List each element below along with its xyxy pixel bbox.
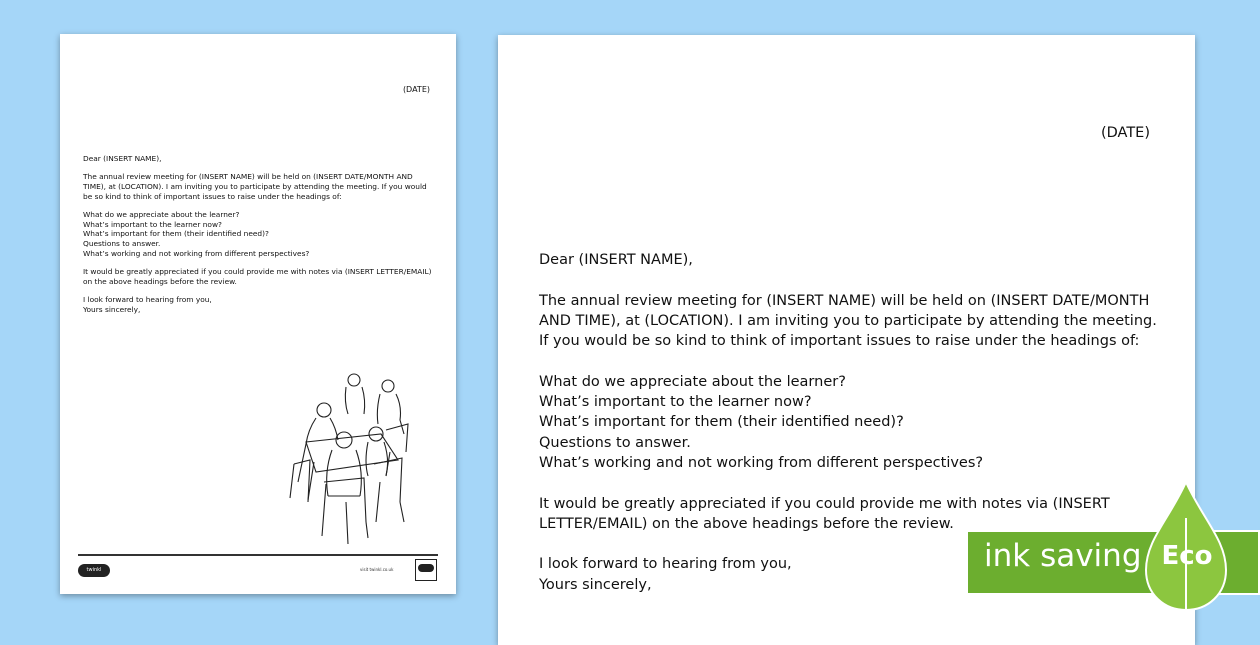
letter-thumbnail-page [60, 34, 456, 594]
letter-line: AND TIME), at (LOCATION). I am inviting you to participate by attending the meeting. [539, 312, 1157, 329]
thumbnail-date: (DATE) [402, 85, 430, 94]
letter-date: (DATE) [1100, 125, 1150, 141]
letter-closing-line: I look forward to hearing from you, [539, 556, 792, 573]
letter-question: What’s important for them (their identified need)? [539, 414, 904, 431]
thumbnail-question: Questions to answer. [83, 239, 161, 249]
thumbnail-question: What’s important to the learner now? [83, 219, 222, 229]
thumbnail-paragraph-1: The annual review meeting for (INSERT NAME) will be held on (INSERT DATE/MONTH AND TIME), at (LOCATION). I am inviting you to participate by attending the meeting. If you would be so kind to think of important issues to raise under the headings of: [83, 171, 427, 201]
thumbnail-greeting: Dear (INSERT NAME), [83, 154, 162, 163]
letter-line: It would be greatly appreciated if you could provide me with notes via (INSERT [539, 495, 1110, 512]
thumbnail-closing-line: I look forward to hearing from you, [83, 294, 212, 304]
letter-question: What do we appreciate about the learner? [539, 373, 846, 390]
letter-closing-line: Yours sincerely, [539, 576, 652, 593]
thumbnail-question: What’s important for them (their identified need)? [83, 229, 269, 239]
meeting-illustration [286, 372, 412, 546]
letter-question: Questions to answer. [539, 434, 691, 451]
thumbnail-question: What do we appreciate about the learner? [83, 209, 240, 219]
thumbnail-footer-divider [78, 554, 438, 556]
letter-line: LETTER/EMAIL) on the above headings before the review. [539, 515, 954, 532]
letter-question: What’s important to the learner now? [539, 394, 812, 411]
letter-line: The annual review meeting for (INSERT NAME) will be held on (INSERT DATE/MONTH [539, 292, 1150, 309]
certification-badge-icon [415, 559, 437, 581]
thumbnail-question: What’s working and not working from different perspectives? [83, 249, 310, 259]
thumbnail-questions [83, 210, 433, 260]
twinkl-logo-icon: twinkl [78, 564, 110, 577]
thumbnail-paragraph-2: It would be greatly appreciated if you could provide me with notes via (INSERT LETTER/EMAIL) on the above headings before the review. [83, 267, 432, 287]
eco-drop-label: Eco [1161, 541, 1213, 571]
letter-questions [539, 372, 1159, 473]
ink-saving-label: ink saving [984, 538, 1142, 574]
thumbnail-closing-line: Yours sincerely, [83, 304, 141, 314]
letter-paragraph-2 [539, 494, 1159, 535]
letter-greeting: Dear (INSERT NAME), [539, 252, 693, 268]
letter-paragraph-1 [539, 291, 1159, 352]
letter-question: What’s working and not working from different perspectives? [539, 454, 984, 471]
thumbnail-footer-url: visit twinkl.co.uk [360, 567, 394, 572]
thumbnail-closing [83, 295, 433, 315]
thumbnail-body [83, 154, 433, 323]
letter-line: If you would be so kind to think of important issues to raise under the headings of: [539, 333, 1140, 350]
